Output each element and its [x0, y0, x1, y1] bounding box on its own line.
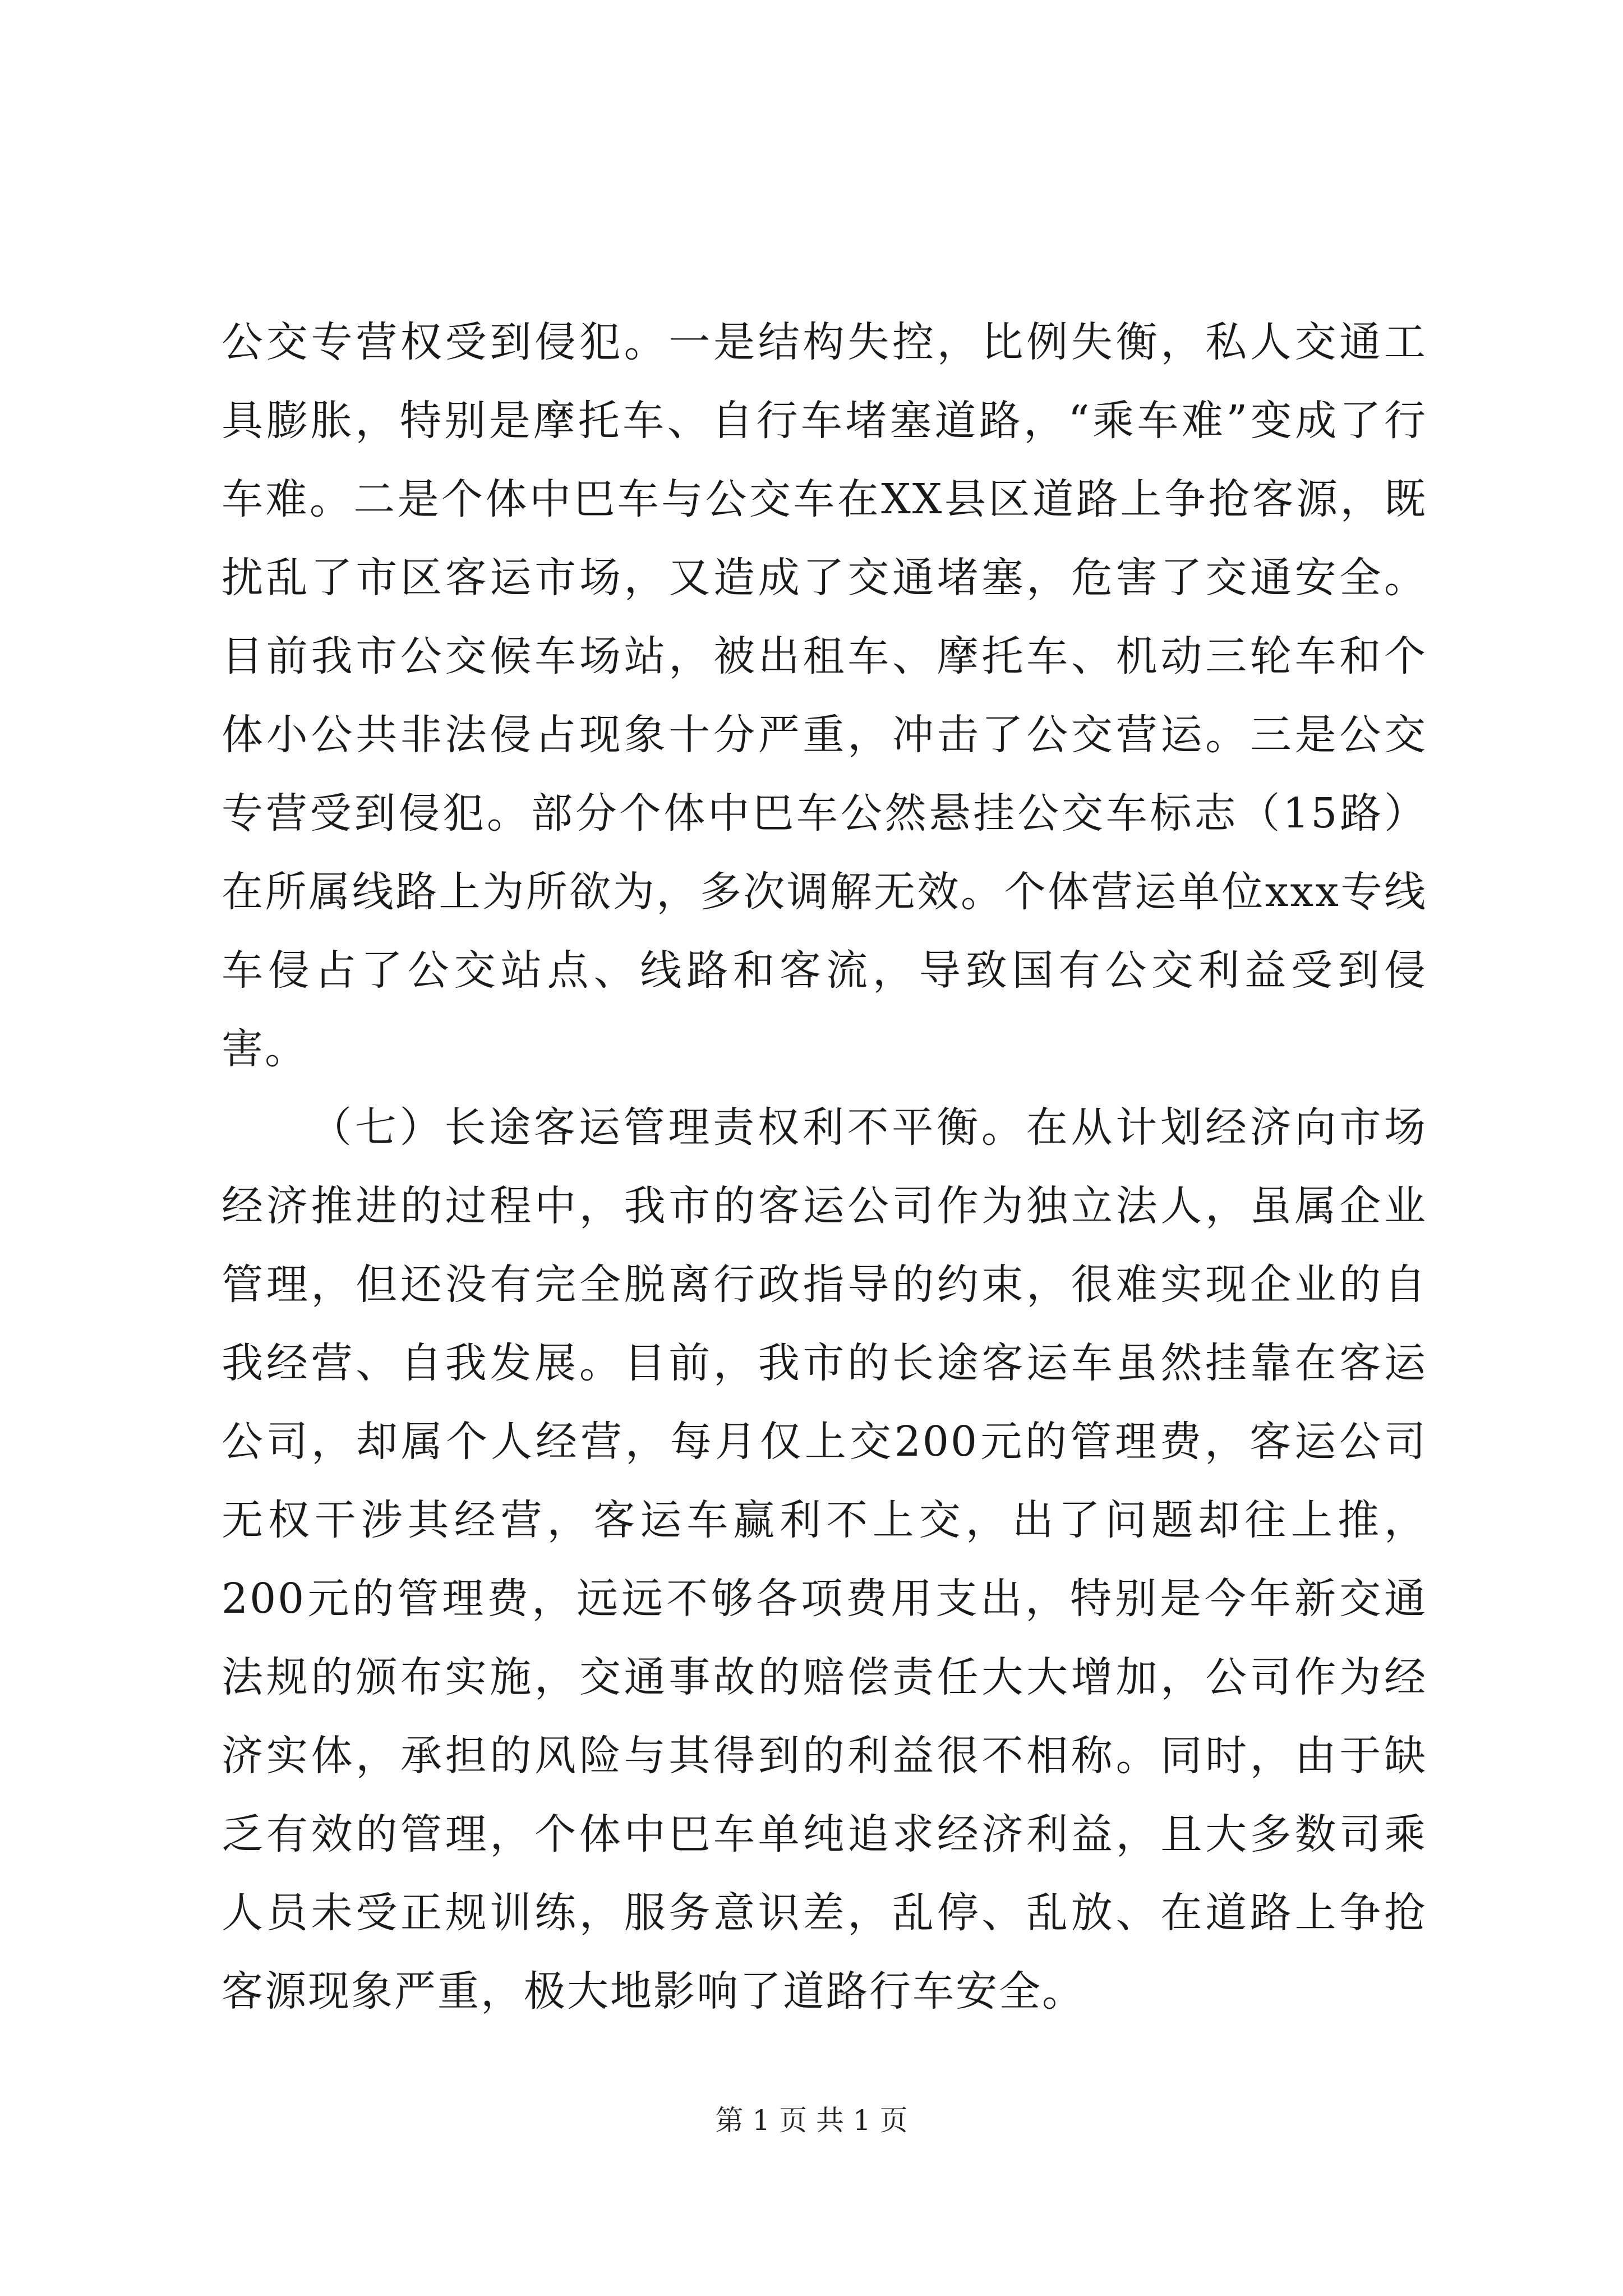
- paragraph-continuation: 公交专营权受到侵犯。一是结构失控，比例失衡，私人交通工具膨胀，特别是摩托车、自行车堵塞道路，“乘车难”变成了行车难。二是个体中巴车与公交车在XX县区道路上争抢客源，既扰乱了市区客运市场，又造成了交通堵塞，危害了交通安全。目前我市公交候车场站，被出租车、摩托车、机动三轮车和个体小公共非法侵占现象十分严重，冲击了公交营运。三是公交专营受到侵犯。部分个体中巴车公然悬挂公交车标志（15路）在所属线路上为所欲为，多次调解无效。个体营运单位xxx专线车侵占了公交站点、线路和客流，导致国有公交利益受到侵害。: [222, 318, 1427, 1073]
- paragraph-section-seven: （七）长途客运管理责权利不平衡。在从计划经济向市场经济推进的过程中，我市的客运公司作为独立法人，虽属企业管理，但还没有完全脱离行政指导的约束，很难实现企业的自我经营、自我发展。目前，我市的长途客运车虽然挂靠在客运公司，却属个人经营，每月仅上交200元的管理费，客运公司无权干涉其经营，客运车赢利不上交，出了问题却往上推，200元的管理费，远远不够各项费用支出，特别是今年新交通法规的颁布实施，交通事故的赔偿责任大大增加，公司作为经济实体，承担的风险与其得到的利益很不相称。同时，由于缺乏有效的管理，个体中巴车单纯追求经济利益，且大多数司乘人员未受正规训练，服务意识差，乱停、乱放、在道路上争抢客源现象严重，极大地影响了道路行车安全。: [222, 1103, 1427, 2016]
- body-text: [222, 303, 1427, 2031]
- page-footer: 第 1 页 共 1 页: [715, 2104, 908, 2137]
